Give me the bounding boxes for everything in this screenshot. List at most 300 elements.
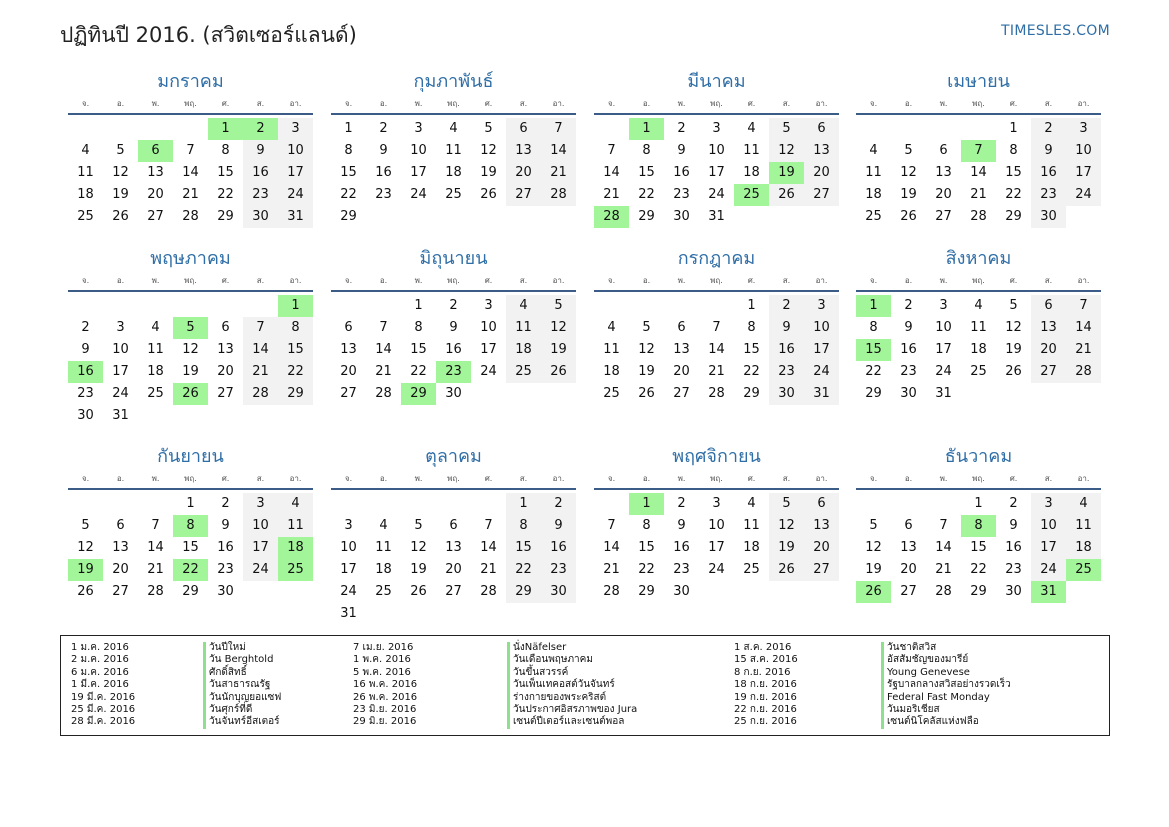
month-10 (331, 445, 576, 625)
weekday-label: จ. (869, 474, 878, 483)
day-cell: 5 (484, 121, 493, 136)
day-cell: 8 (747, 320, 756, 335)
month-5 (68, 247, 313, 427)
day-cell: 20 (217, 364, 234, 379)
day-cell: 21 (541, 162, 576, 184)
day-cell: 1 (747, 298, 756, 313)
day-cell: 4 (278, 493, 313, 515)
empty-cell (594, 295, 629, 317)
empty-cell (173, 118, 208, 140)
day-grid (594, 493, 839, 603)
day-cell: 19 (900, 187, 917, 202)
legend-holiday-name: วันประกาศอิสรภาพของ Jura (507, 704, 637, 716)
month-name: พฤษภาคม (150, 248, 231, 269)
weekday-label: พฤ. (447, 276, 460, 285)
day-cell: 12 (112, 165, 129, 180)
day-cell: 2 (904, 298, 913, 313)
day-cell: 3 (939, 298, 948, 313)
day-cell: 19 (638, 364, 655, 379)
legend-dates-col-3 (734, 642, 798, 729)
empty-cell (699, 295, 734, 317)
day-cell: 16 (1005, 540, 1022, 555)
day-cell: 3 (712, 121, 721, 136)
day-cell: 5 (904, 143, 913, 158)
legend-holiday-name: เซนต์ปีเตอร์และเซนต์พอล (507, 716, 637, 728)
day-cell: 28 (480, 584, 497, 599)
weekday-label: อ. (904, 276, 913, 285)
day-cell: 26 (638, 386, 655, 401)
day-cell: 15 (638, 540, 655, 555)
day-cell: 18 (603, 364, 620, 379)
month-name: มิถุนายน (419, 248, 488, 269)
legend-names-col-3 (881, 642, 1011, 729)
legend-date: 1 ส.ค. 2016 (734, 642, 792, 653)
day-cell: 6 (116, 518, 125, 533)
day-cell: 22 (217, 187, 234, 202)
day-cell: 18 (147, 364, 164, 379)
weekday-label: จ. (81, 474, 90, 483)
day-cell: 9 (1009, 518, 1018, 533)
day-cell: 26 (112, 209, 129, 224)
day-cell: 7 (1066, 295, 1101, 317)
day-cell: 29 (865, 386, 882, 401)
weekday-label: อา. (289, 99, 302, 108)
day-cell: 4 (747, 496, 756, 511)
day-cell: 30 (673, 584, 690, 599)
day-cell: 29 (743, 386, 760, 401)
day-cell: 7 (541, 118, 576, 140)
weekday-label: จ. (344, 474, 353, 483)
day-cell: 15 (970, 540, 987, 555)
weekday-label: ส. (782, 276, 791, 285)
day-cell: 21 (708, 364, 725, 379)
empty-cell (331, 493, 366, 515)
month-1 (68, 70, 313, 228)
empty-cell (891, 118, 926, 140)
weekday-header (68, 469, 313, 490)
day-cell: 25 (375, 584, 392, 599)
day-cell: 23 (541, 559, 576, 581)
day-cell: 27 (506, 184, 541, 206)
day-cell: 10 (278, 140, 313, 162)
empty-cell (173, 295, 208, 317)
day-cell: 10 (243, 515, 278, 537)
day-cell: 5 (116, 143, 125, 158)
empty-cell (331, 295, 366, 317)
day-cell: 16 (541, 537, 576, 559)
weekday-label: ศ. (1009, 99, 1018, 108)
weekday-header (331, 271, 576, 292)
day-cell: 3 (116, 320, 125, 335)
day-cell: 21 (603, 562, 620, 577)
day-cell: 2 (243, 118, 278, 140)
day-cell: 3 (804, 295, 839, 317)
day-cell: 6 (677, 320, 686, 335)
empty-cell (103, 118, 138, 140)
empty-cell (138, 295, 173, 317)
weekday-label: อา. (815, 474, 828, 483)
day-cell: 1 (186, 496, 195, 511)
day-cell: 13 (506, 140, 541, 162)
day-cell: 28 (708, 386, 725, 401)
legend-holiday-name: วันจันทร์อีสเตอร์ (203, 716, 281, 728)
month-name: มกราคม (157, 71, 224, 92)
day-cell: 27 (1031, 361, 1066, 383)
empty-cell (856, 118, 891, 140)
day-cell: 6 (804, 493, 839, 515)
day-cell: 31 (278, 206, 313, 228)
legend-date: 26 พ.ค. 2016 (353, 691, 418, 703)
weekday-label: ส. (782, 99, 791, 108)
day-cell: 17 (708, 165, 725, 180)
empty-cell (629, 295, 664, 317)
empty-cell (138, 118, 173, 140)
day-cell: 16 (68, 361, 103, 383)
day-cell: 3 (243, 493, 278, 515)
day-cell: 22 (278, 361, 313, 383)
day-cell: 20 (112, 562, 129, 577)
day-cell: 25 (865, 209, 882, 224)
legend-date: 22 ก.ย. 2016 (734, 704, 797, 716)
weekday-label: พ. (677, 276, 686, 285)
day-cell: 28 (970, 209, 987, 224)
weekday-label: พฤ. (184, 99, 197, 108)
day-cell: 12 (1005, 320, 1022, 335)
day-cell: 30 (1005, 584, 1022, 599)
day-cell: 27 (217, 386, 234, 401)
day-cell: 10 (410, 143, 427, 158)
day-cell: 24 (708, 562, 725, 577)
day-cell: 14 (1066, 317, 1101, 339)
weekday-label: พ. (151, 99, 160, 108)
day-cell: 2 (541, 493, 576, 515)
day-cell: 11 (603, 342, 620, 357)
day-cell: 24 (480, 364, 497, 379)
day-cell: 18 (445, 165, 462, 180)
weekday-header (68, 271, 313, 292)
day-cell: 7 (151, 518, 160, 533)
day-cell: 9 (677, 518, 686, 533)
weekday-label: ส. (256, 474, 265, 483)
weekday-label: พฤ. (972, 99, 985, 108)
day-cell: 26 (900, 209, 917, 224)
day-cell: 3 (712, 496, 721, 511)
month-2 (331, 70, 576, 228)
day-cell: 12 (182, 342, 199, 357)
day-cell: 14 (541, 140, 576, 162)
day-cell: 18 (77, 187, 94, 202)
day-cell: 19 (769, 537, 804, 559)
month-11 (594, 445, 839, 603)
day-cell: 29 (638, 209, 655, 224)
day-cell: 9 (769, 317, 804, 339)
weekday-label: ส. (519, 276, 528, 285)
day-cell: 22 (865, 364, 882, 379)
weekday-label: อา. (552, 276, 565, 285)
weekday-label: จ. (81, 276, 90, 285)
day-cell: 7 (939, 518, 948, 533)
legend-date: 19 มี.ค. 2016 (71, 691, 136, 703)
day-cell: 25 (734, 184, 769, 206)
day-cell: 26 (1005, 364, 1022, 379)
day-cell: 26 (77, 584, 94, 599)
day-cell: 7 (607, 518, 616, 533)
day-cell: 19 (182, 364, 199, 379)
day-cell: 4 (81, 143, 90, 158)
day-grid (856, 295, 1101, 405)
day-cell: 27 (900, 584, 917, 599)
day-cell: 21 (480, 562, 497, 577)
day-cell: 9 (677, 143, 686, 158)
day-cell: 23 (243, 184, 278, 206)
day-cell: 28 (541, 184, 576, 206)
day-cell: 1 (208, 118, 243, 140)
weekday-label: ส. (519, 474, 528, 483)
day-cell: 11 (445, 143, 462, 158)
day-cell: 8 (869, 320, 878, 335)
day-cell: 22 (410, 364, 427, 379)
weekday-header (856, 94, 1101, 115)
weekday-label: ศ. (747, 276, 756, 285)
holiday-legend (60, 635, 1110, 736)
day-cell: 9 (1031, 140, 1066, 162)
weekday-label: พ. (414, 474, 423, 483)
day-cell: 8 (221, 143, 230, 158)
day-cell: 12 (900, 165, 917, 180)
day-cell: 19 (1005, 342, 1022, 357)
day-cell: 12 (541, 317, 576, 339)
weekday-label: อ. (379, 99, 388, 108)
day-grid (331, 295, 576, 405)
day-cell: 13 (217, 342, 234, 357)
day-cell: 24 (804, 361, 839, 383)
day-cell: 14 (375, 342, 392, 357)
day-cell: 31 (935, 386, 952, 401)
day-grid (331, 493, 576, 625)
day-cell: 17 (278, 162, 313, 184)
day-cell: 17 (708, 540, 725, 555)
day-cell: 24 (340, 584, 357, 599)
day-cell: 28 (935, 584, 952, 599)
day-cell: 20 (506, 162, 541, 184)
empty-cell (961, 118, 996, 140)
legend-holiday-name: วันศุกร์ที่ดี (203, 704, 281, 716)
day-cell: 27 (804, 559, 839, 581)
empty-cell (401, 493, 436, 515)
day-cell: 16 (769, 339, 804, 361)
day-cell: 17 (243, 537, 278, 559)
day-cell: 12 (638, 342, 655, 357)
day-cell: 7 (243, 317, 278, 339)
empty-cell (68, 118, 103, 140)
empty-cell (366, 493, 401, 515)
day-cell: 27 (112, 584, 129, 599)
day-cell: 16 (673, 540, 690, 555)
day-cell: 20 (340, 364, 357, 379)
weekday-label: ศ. (1009, 474, 1018, 483)
legend-holiday-name: Federal Fast Monday (881, 692, 1011, 704)
day-cell: 15 (1005, 165, 1022, 180)
site-link[interactable]: TIMESLES.COM (1001, 23, 1110, 39)
weekday-label: อ. (904, 99, 913, 108)
day-cell: 2 (1009, 496, 1018, 511)
day-cell: 24 (935, 364, 952, 379)
weekday-label: ศ. (221, 99, 230, 108)
day-cell: 18 (743, 540, 760, 555)
day-cell: 28 (603, 584, 620, 599)
day-cell: 23 (1005, 562, 1022, 577)
day-cell: 26 (541, 361, 576, 383)
day-cell: 20 (935, 187, 952, 202)
empty-cell (103, 493, 138, 515)
day-cell: 23 (673, 562, 690, 577)
legend-date: 7 เม.ย. 2016 (353, 642, 414, 653)
day-cell: 25 (970, 364, 987, 379)
weekday-label: พฤ. (447, 99, 460, 108)
weekday-label: จ. (869, 99, 878, 108)
day-cell: 19 (480, 165, 497, 180)
day-cell: 21 (970, 187, 987, 202)
month-name: ตุลาคม (425, 446, 482, 467)
legend-holiday-name: วันมอริเชียส (881, 704, 1011, 716)
day-cell: 4 (607, 320, 616, 335)
weekday-header (68, 94, 313, 115)
day-cell: 11 (147, 342, 164, 357)
day-cell: 29 (1005, 209, 1022, 224)
day-grid (68, 118, 313, 228)
day-cell: 1 (1009, 121, 1018, 136)
day-cell: 24 (1031, 559, 1066, 581)
day-cell: 29 (182, 584, 199, 599)
weekday-label: อ. (116, 474, 125, 483)
day-cell: 6 (1031, 295, 1066, 317)
weekday-label: พ. (939, 474, 948, 483)
day-cell: 25 (77, 209, 94, 224)
legend-date: 19 ก.ย. 2016 (734, 691, 797, 703)
empty-cell (594, 493, 629, 515)
day-cell: 11 (865, 165, 882, 180)
day-cell: 20 (673, 364, 690, 379)
legend-holiday-name: ศักดิ์สิทธิ์ (203, 667, 281, 679)
weekday-label: อา. (1077, 474, 1090, 483)
day-cell: 12 (410, 540, 427, 555)
day-cell: 18 (375, 562, 392, 577)
day-cell: 26 (410, 584, 427, 599)
day-cell: 23 (1031, 184, 1066, 206)
day-cell: 3 (484, 298, 493, 313)
weekday-label: พ. (677, 474, 686, 483)
day-cell: 4 (869, 143, 878, 158)
legend-names-col-1 (203, 642, 281, 729)
day-cell: 9 (243, 140, 278, 162)
day-cell: 15 (340, 165, 357, 180)
day-cell: 9 (904, 320, 913, 335)
day-cell: 24 (410, 187, 427, 202)
day-cell: 14 (147, 540, 164, 555)
month-3 (594, 70, 839, 228)
day-grid (68, 493, 313, 603)
legend-holiday-name: เซนต์นิโคลัสแห่งฟลือ (881, 716, 1011, 728)
day-cell: 8 (1009, 143, 1018, 158)
empty-cell (856, 493, 891, 515)
weekday-label: อ. (642, 474, 651, 483)
legend-holiday-name: วันปีใหม่ (203, 642, 281, 654)
day-cell: 1 (414, 298, 423, 313)
day-cell: 17 (804, 339, 839, 361)
day-cell: 18 (1066, 537, 1101, 559)
day-cell: 7 (484, 518, 493, 533)
day-cell: 13 (340, 342, 357, 357)
day-cell: 22 (638, 187, 655, 202)
weekday-label: พ. (939, 276, 948, 285)
day-cell: 14 (603, 165, 620, 180)
day-cell: 20 (445, 562, 462, 577)
day-cell: 2 (677, 121, 686, 136)
day-cell: 15 (506, 537, 541, 559)
day-cell: 19 (769, 162, 804, 184)
month-9 (68, 445, 313, 603)
day-cell: 15 (217, 165, 234, 180)
day-cell: 6 (221, 320, 230, 335)
legend-holiday-name: รัฐบาลกลางสวิสอย่างรวดเร็ว (881, 679, 1011, 691)
day-cell: 17 (1066, 162, 1101, 184)
day-cell: 5 (1009, 298, 1018, 313)
day-cell: 13 (673, 342, 690, 357)
weekday-label: พฤ. (184, 276, 197, 285)
day-cell: 10 (480, 320, 497, 335)
day-cell: 29 (638, 584, 655, 599)
day-cell: 1 (506, 493, 541, 515)
weekday-header (594, 94, 839, 115)
legend-holiday-name: วันชาติสวิส (881, 642, 1011, 654)
weekday-label: อ. (642, 99, 651, 108)
day-cell: 13 (1031, 317, 1066, 339)
day-cell: 16 (217, 540, 234, 555)
day-cell: 2 (449, 298, 458, 313)
weekday-label: จ. (81, 99, 90, 108)
day-cell: 19 (68, 559, 103, 581)
day-cell: 5 (81, 518, 90, 533)
weekday-label: ศ. (484, 474, 493, 483)
day-cell: 1 (278, 295, 313, 317)
weekday-label: จ. (869, 276, 878, 285)
day-cell: 25 (445, 187, 462, 202)
day-cell: 30 (1031, 206, 1066, 228)
day-cell: 18 (865, 187, 882, 202)
weekday-label: อา. (1077, 276, 1090, 285)
day-cell: 29 (506, 581, 541, 603)
day-cell: 30 (900, 386, 917, 401)
day-cell: 5 (414, 518, 423, 533)
day-cell: 7 (379, 320, 388, 335)
weekday-label: อ. (379, 474, 388, 483)
day-cell: 30 (445, 386, 462, 401)
legend-date: 18 ก.ย. 2016 (734, 679, 797, 691)
month-name: เมษายน (947, 71, 1010, 92)
day-cell: 7 (186, 143, 195, 158)
day-cell: 27 (804, 184, 839, 206)
day-cell: 11 (506, 317, 541, 339)
month-8 (856, 247, 1101, 405)
legend-holiday-name: วันสาธารณรัฐ (203, 679, 281, 691)
weekday-label: ศ. (221, 276, 230, 285)
weekday-label: พ. (151, 276, 160, 285)
day-cell: 10 (708, 518, 725, 533)
day-cell: 15 (638, 165, 655, 180)
day-cell: 14 (970, 165, 987, 180)
day-cell: 31 (112, 408, 129, 423)
weekday-label: ศ. (1009, 276, 1018, 285)
